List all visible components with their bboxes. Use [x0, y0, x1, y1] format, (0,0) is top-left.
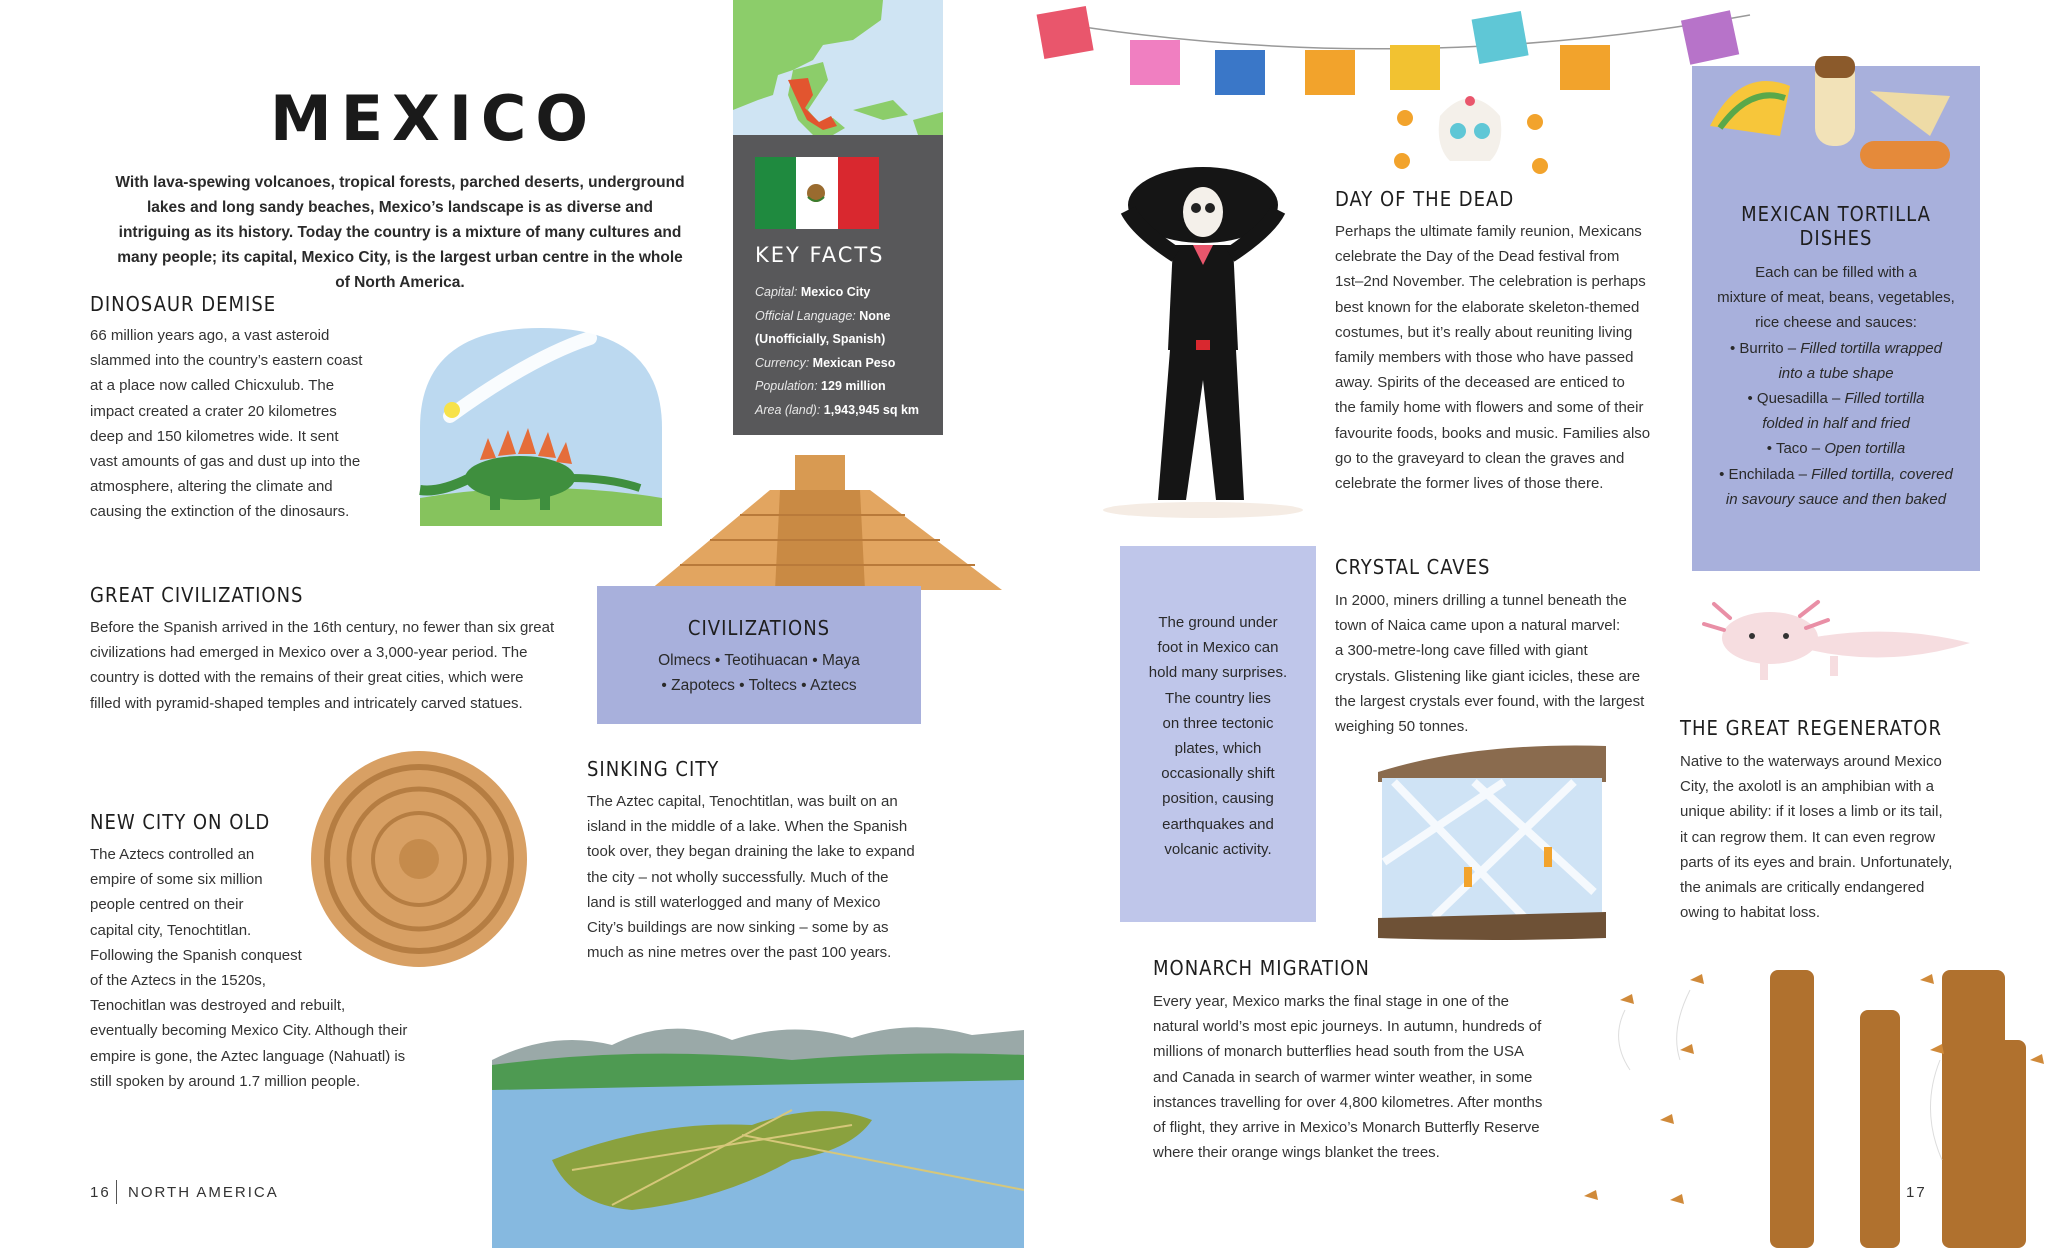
civilizations-list: Olmecs • Teotihuacan • Maya • Zapotecs • Toltecs • Aztecs [658, 652, 860, 694]
axolotl-illustration [1700, 598, 1976, 688]
tortilla-item-quesadilla: • Quesadilla – Filled tortilla [1747, 390, 1925, 408]
fact-language: Official Language: None (Unofficially, Spanish) [755, 308, 891, 346]
fact-area: Area (land): 1,943,945 sq km [755, 402, 920, 417]
intro-paragraph: With lava-spewing volcanoes, tropical forests, parched deserts, underground lakes and long sandy beaches, Mexico’s landscape is as diverse and intriguing as its history. Today the country is a mixture of many cultures and many people; its capital, Mexico City, is the largest urban centre in the whole of North America. [115, 174, 685, 291]
monarch-heading: MONARCH MIGRATION [1153, 956, 1370, 980]
dinosaur-heading: DINOSAUR DEMISE [90, 292, 277, 316]
monarch-text: Every year, Mexico marks the final stage in one of the natural world’s most epic journeys. In autumn, hundreds of millions of monarch butterflies head south from the USA and Canada in search of warmer winter weather, in some instances travelling for over 4,800 kilometres. After months of flight, they arrive in Mexico’s Monarch Butterfly Reserve where their orange wings blanket the trees. [1153, 993, 1543, 1162]
crystal-cave-illustration [1374, 742, 1610, 942]
new-city-text: The Aztecs controlled an empire of some six million people centred on their capital city, Tenochtitlan. Following the Spanish conquest of the Aztecs in the 1520s, Tenochitlan was destroyed and rebuilt, eventually becoming Mexico City. Although their empire is gone, the Aztec language (Nahuatl) is still spoken by around 1.7 million people. [90, 846, 408, 1090]
tortilla-item-taco: • Taco – Open tortilla [1766, 440, 1906, 458]
footer-divider [116, 1180, 117, 1204]
great-civilizations-heading: GREAT CIVILIZATIONS [90, 583, 304, 607]
tectonic-box [1120, 546, 1316, 922]
key-facts-heading: KEY FACTS [755, 243, 885, 267]
tortilla-item-enchilada: • Enchilada – Filled tortilla, covered [1719, 465, 1953, 483]
sugar-skull-illustration [1380, 86, 1560, 181]
civilizations-box-heading: CIVILIZATIONS [687, 616, 831, 640]
tortilla-heading: MEXICAN TORTILLA DISHES [1741, 202, 1931, 250]
dinosaur-text: 66 million years ago, a vast asteroid slammed into the country’s eastern coast at a place now called Chicxulub. The impact created a crater 20 kilometres deep and 150 kilometres wide. It sent vast amounts of gas and dust up into the atmosphere, altering the climate and causing the extinction of the dinosaurs. [90, 327, 363, 521]
north-america-map [733, 0, 943, 135]
fact-population: Population: 129 million [755, 379, 886, 393]
tectonic-text: The ground under foot in Mexico can hold many surprises. The country lies on three tectonic plates, which occasionally shift position, causing earthquakes and volcanic activity. [1148, 614, 1288, 858]
key-facts-panel [733, 135, 943, 435]
sinking-city-heading: SINKING CITY [587, 757, 720, 781]
sinking-city-text: The Aztec capital, Tenochtitlan, was built on an island in the middle of a lake. When the Spanish took over, they began draining the lake to expand the city – not wholly successfully. Much of the land is still waterlogged and many of Mexico City’s buildings are now sinking – some by as much as nine metres over the past 100 years. [587, 793, 915, 962]
day-of-dead-text: Perhaps the ultimate family reunion, Mexicans celebrate the Day of the Dead festival from 1st–2nd November. The celebration is perhaps best known for the elaborate skeleton-themed costumes, but it’s really about reuniting living family members with those who have passed away. Spirits of the deceased are enticed to the family home with flowers and some of their favourite foods, books and music. Families also go to the graveyard to clean the graves and celebrate the former lives of those there. [1335, 223, 1651, 493]
day-of-dead-figure-illustration [1098, 150, 1308, 520]
page-title: MEXICO [270, 82, 598, 155]
section-label: NORTH AMERICA [128, 1184, 279, 1201]
crystal-caves-heading: CRYSTAL CAVES [1335, 555, 1491, 579]
fact-currency: Currency: Mexican Peso [755, 355, 896, 370]
page-number-left: 16 [90, 1184, 111, 1201]
monarch-trees-illustration [1570, 940, 2048, 1248]
tortilla-text: Each can be filled with a mixture of meat, beans, vegetables, rice cheese and sauces: • Burrito – Filled tortilla wrapped into a tube shape • Quesadilla – Filled tortilla folded in half and fried • Taco – Open tortilla • Enchilada – Filled tortilla, covered in savoury sauce and then baked [1708, 260, 1964, 512]
asteroid-dinosaur-illustration [410, 318, 672, 526]
page-number-right: 17 [1906, 1184, 1927, 1201]
day-of-dead-heading: DAY OF THE DEAD [1335, 187, 1515, 211]
new-city-heading: NEW CITY ON OLD [90, 810, 271, 834]
key-facts-list [755, 281, 935, 422]
regenerator-heading: THE GREAT REGENERATOR [1680, 716, 1942, 740]
great-civilizations-text: Before the Spanish arrived in the 16th century, no fewer than six great civilizations had emerged in Mexico over a 3,000-year period. The country is dotted with the remains of their great cities, which were filled with pyramid-shaped temples and intricately carved statues. [90, 619, 555, 712]
fact-capital: Capital: Mexico City [755, 285, 871, 299]
tortilla-food-illustration [1700, 36, 1980, 186]
pyramid-illustration [650, 450, 1002, 590]
tortilla-item-burrito: • Burrito – Filled tortilla wrapped [1729, 339, 1942, 357]
mexico-flag-icon [755, 157, 879, 229]
tenochtitlan-lake-illustration [492, 1010, 1024, 1248]
regenerator-text: Native to the waterways around Mexico City, the axolotl is an amphibian with a unique ability: if it loses a limb or its tail, it can regrow them. It can even regrow parts of its eyes and brain. Unfortunately, the animals are critically endangered owing to habitat loss. [1680, 753, 1953, 922]
crystal-caves-text: In 2000, miners drilling a tunnel beneath the town of Naica came upon a natural marvel: a 300-metre-long cave filled with giant crystals. Glistening like giant icicles, these are the largest crystals ever found, with the largest weighing 50 tonnes. [1335, 592, 1645, 736]
civilizations-box [597, 586, 921, 724]
